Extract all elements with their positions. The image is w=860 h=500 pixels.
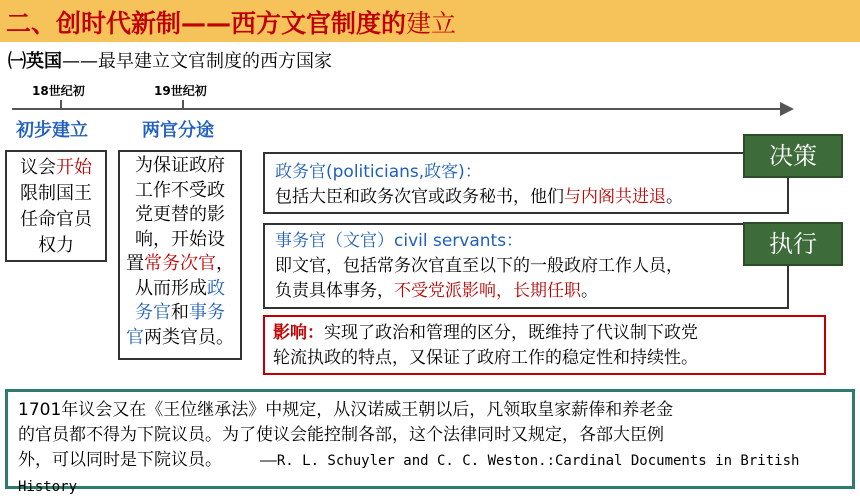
page-title: 二、创时代新制——西方文官制度的建立 (6, 9, 457, 38)
civil-servants-heading: 事务官（文官）civil servants： (275, 231, 524, 251)
civil-servants-body-line1: 即文官，包括常务次官直至以下的一般政府工作人员， (275, 256, 683, 276)
section-subtitle-text: ——最早建立文官制度的西方国家 (62, 51, 332, 72)
execution-tag: 执行 (743, 222, 843, 266)
timeline-tick-18c (60, 100, 62, 108)
parliament-limit-box: 议会开始 限制国王 任命官员 权力 (5, 150, 107, 262)
title-bar (0, 0, 860, 42)
political-officials-heading: 政务官(politicians,政客)： (275, 162, 482, 182)
timeline-label-19c: 19世纪初 (154, 84, 207, 98)
political-officials-body: 包括大臣和政务次官或政务秘书，他们与内阁共进退。 (275, 187, 683, 207)
decision-tag: 决策 (743, 134, 843, 178)
timeline-label-18c: 18世纪初 (32, 84, 85, 98)
historical-quote-box: 1701年议会又在《王位继承法》中规定，从汉诺威王朝以后，凡领取皇家薪俸和养老金 的官员都不得为下院议员。为了使议会能控制各部，这个法律同时又规定，各部大臣例 外，可以同时是下院议员。 ——R. L. Schuyler and C. C. Weston.:Cardinal Documents in British History (5, 389, 855, 489)
quote-source: ——R. L. Schuyler and C. C. Weston.:Cardinal Documents in British History (18, 453, 800, 495)
civil-servants-box (263, 223, 789, 309)
timeline-tick-19c (182, 100, 184, 108)
timeline-arrow-icon (780, 102, 794, 116)
timeline-axis (12, 108, 782, 110)
permanent-secretary-box: 为保证政府 工作不受政 党更替的影 响，开始设 置常务次官， 从而形成政 务官和事务 官两类官员。 (118, 150, 242, 360)
political-officials-box (263, 152, 789, 214)
section-subtitle (8, 47, 332, 73)
impact-label: 影响： (273, 323, 324, 343)
stage-two-official-split: 两官分途 (142, 120, 214, 141)
section-marker: ㈠英国 (8, 51, 62, 72)
civil-servants-body-line2: 负责具体事务，不受党派影响，长期任职。 (275, 281, 598, 301)
stage-initial-establishment: 初步建立 (16, 120, 88, 141)
impact-box: 影响：实现了政治和管理的区分，既维持了代议制下政党 轮流执政的特点，又保证了政府工作的稳定性和持续性。 (263, 315, 826, 375)
